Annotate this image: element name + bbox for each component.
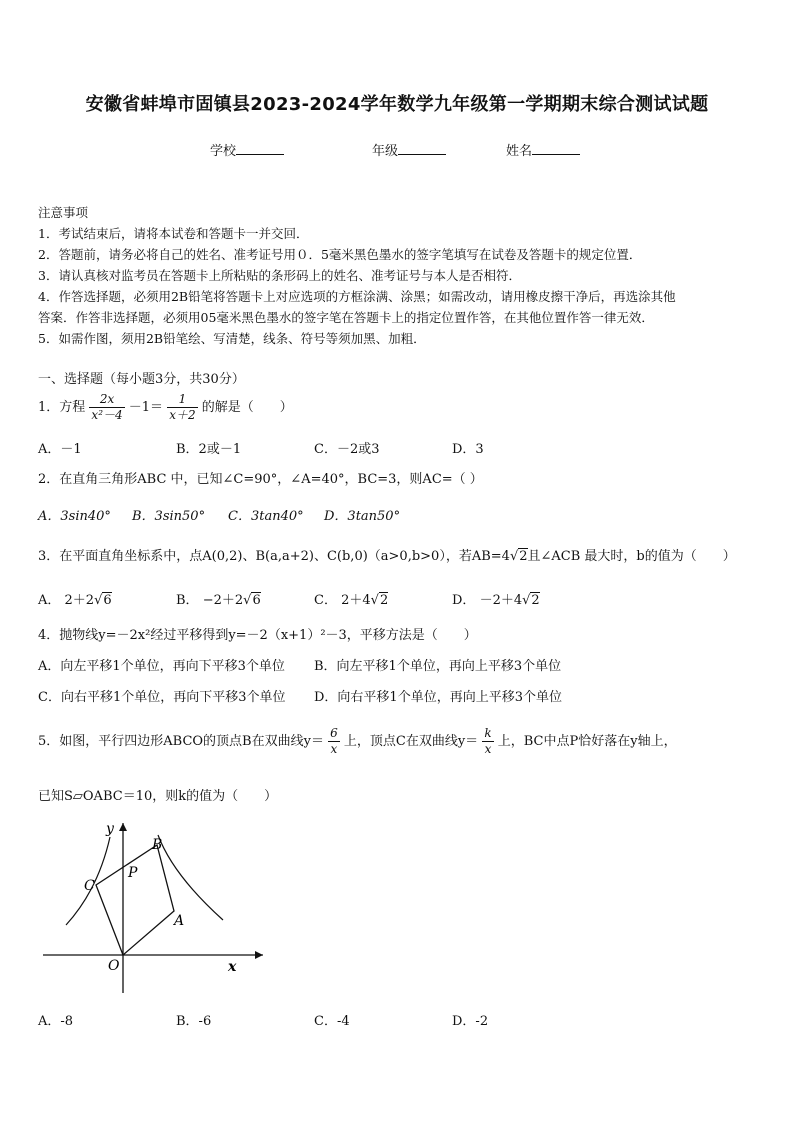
school-label: 学校: [210, 144, 237, 159]
q2-option-d: D．3tan50°: [324, 509, 401, 524]
note-item: 答案．作答非选择题，必须用05毫米黑色墨水的签字笔在答题卡上的指定位置作答，在其他位置作答一律无效．: [38, 310, 654, 325]
q5-option-c: C．-4: [314, 1014, 350, 1029]
name-field: [506, 140, 580, 159]
q2-option-b: B．3sin50°: [132, 509, 206, 524]
fraction: $\frac{2x}{\text{x²－4}}$: [91, 392, 123, 422]
name-label: 姓名: [506, 144, 533, 159]
point-label-a: A: [174, 913, 185, 929]
question-3: 3．在平面直角坐标系中，点A(0,2)、B(a,a+2)、C(b,0)（a>0,b>0），若AB=4√2且∠ACB 最大时，b的值为（ ）: [38, 549, 736, 564]
point-label-o: O: [108, 958, 120, 974]
q3-option-d: D． －2＋4√2: [452, 593, 540, 608]
q5-option-b: B．-6: [176, 1014, 212, 1029]
q1-option-a: A．－1: [38, 442, 82, 457]
q2-option-a: A．3sin40°: [38, 509, 111, 524]
q1-option-d: D．3: [452, 442, 484, 457]
grade-label: 年级: [372, 144, 399, 159]
q4-option-b: B．向左平移1个单位，再向上平移3个单位: [314, 659, 562, 674]
q3-option-a: A． 2＋2√6: [38, 593, 112, 608]
note-item: 4．作答选择题，必须用2B铅笔将答题卡上对应选项的方框涂满、涂黑；如需改动，请用橡皮擦干净后，再选涂其他: [38, 289, 676, 304]
question-5: 5．如图，平行四边形ABCO的顶点B在双曲线y＝ $\frac{6}{x}$ 上，顶点C在双曲线y＝ $\frac{k}{x}$ 上，BC中点P恰好落在y轴上，: [38, 726, 677, 756]
grade-field: [372, 140, 446, 159]
q4-option-a: A．向左平移1个单位，再向下平移3个单位: [38, 659, 285, 674]
fraction: $\frac{k}{x}$: [484, 726, 492, 756]
question-2: 2．在直角三角形ABC 中，已知∠C=90°，∠A=40°，BC=3，则AC=（ ）: [38, 472, 483, 487]
notes-heading: 注意事项: [38, 205, 89, 220]
question-5-line2: 已知S▱OABC＝10，则k的值为（ ）: [38, 789, 278, 804]
q3-option-b: B． −2＋2√6: [176, 593, 261, 608]
axis-label-x: x: [228, 959, 237, 975]
point-label-b: B: [152, 837, 163, 853]
question-4: 4．抛物线y=－2x²经过平移得到y=－2（x+1）²－3，平移方法是（ ）: [38, 628, 477, 643]
section-heading: 一、选择题（每小题3分，共30分）: [38, 372, 245, 387]
point-label-p: P: [128, 865, 138, 881]
q1-option-b: B．2或－1: [176, 442, 242, 457]
note-item: 1．考试结束后，请将本试卷和答题卡一并交回．: [38, 226, 309, 241]
note-item: 3．请认真核对监考员在答题卡上所粘贴的条形码上的姓名、准考证号与本人是否相符．: [38, 268, 521, 283]
q4-option-c: C．向右平移1个单位，再向下平移3个单位: [38, 690, 286, 705]
q5-option-d: D．-2: [452, 1014, 489, 1029]
page-title: 安徽省蚌埠市固镇县2023-2024学年数学九年级第一学期期末综合测试试题: [85, 94, 709, 115]
point-label-c: C: [84, 878, 95, 894]
axis-label-y: y: [106, 821, 114, 837]
school-field: [210, 140, 284, 159]
q5-option-a: A．-8: [38, 1014, 74, 1029]
q1-option-c: C．－2或3: [314, 442, 380, 457]
question-1: 1．方程 $\frac{2x}{\text{x²－4}}$ －1＝ $\frac{1}{x+2}$ 的解是（ ）: [38, 392, 293, 422]
q2-option-c: C．3tan40°: [228, 509, 304, 524]
parallelogram-figure: [38, 815, 268, 995]
note-item: 5．如需作图，须用2B铅笔绘、写清楚，线条、符号等须加黑、加粗．: [38, 331, 426, 346]
fraction: $\frac{6}{x}$: [330, 726, 338, 756]
note-item: 2．答题前，请务必将自己的姓名、准考证号用０．5毫米黑色墨水的签字笔填写在试卷及答题卡的规定位置．: [38, 247, 642, 262]
fraction: $\frac{1}{x+2}$: [169, 392, 196, 422]
q3-option-c: C． 2＋4√2: [314, 593, 389, 608]
q4-option-d: D．向右平移1个单位，再向上平移3个单位: [314, 690, 562, 705]
